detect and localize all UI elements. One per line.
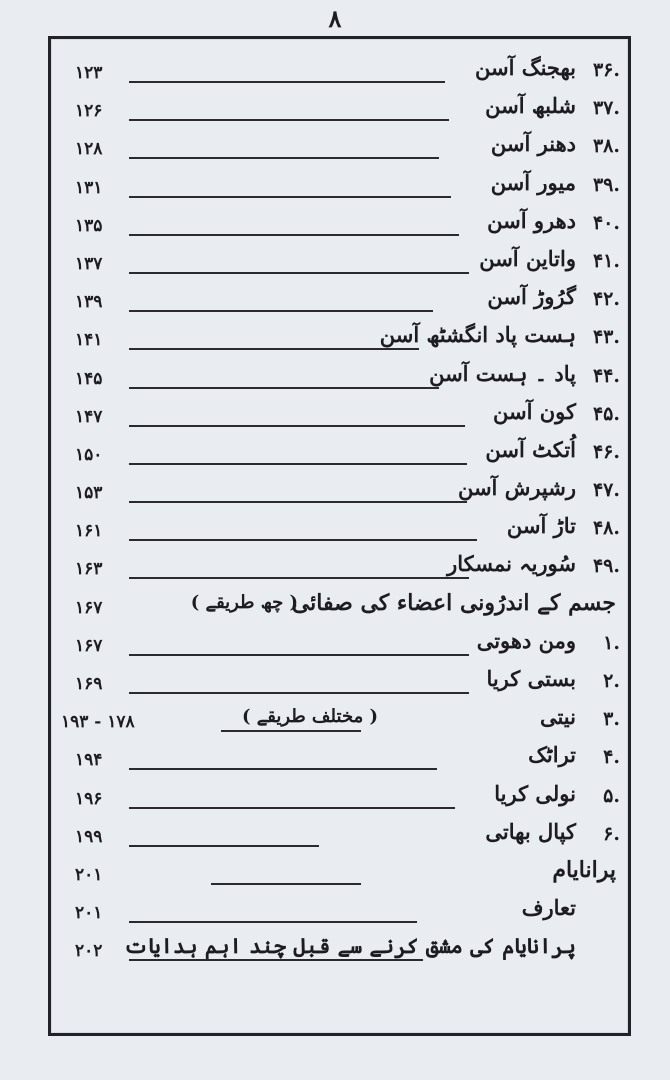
entry-title: رشپرش آسن [457, 475, 576, 501]
entry-number: .۴۳ [592, 326, 620, 349]
section-heading: پرانایام [552, 856, 616, 883]
entry-number: .۲ [603, 670, 620, 692]
toc-row[interactable] [51, 91, 628, 129]
leader-line [211, 883, 361, 885]
page-ref: ۱۲۶ [75, 101, 103, 122]
leader-line [129, 463, 467, 465]
page-ref: ۲۰۲ [75, 941, 103, 962]
leader-line [129, 845, 319, 847]
entry-title: بستی کریا [486, 666, 576, 691]
page-ref: ۱۳۵ [75, 215, 103, 236]
leader-line [129, 348, 419, 350]
entry-number: .۴۹ [592, 555, 620, 578]
entry-title: میور آسن [490, 169, 576, 195]
leader-line [129, 81, 445, 83]
leader-line [129, 539, 477, 541]
leader-line [129, 577, 469, 579]
leader-line [221, 730, 361, 732]
page-ref: ۱۹۴ [75, 750, 103, 771]
page-ref: ۱۴۱ [75, 330, 103, 351]
leader-line [129, 959, 423, 961]
entry-title: پاد ۔ ہست آسن [429, 360, 576, 386]
entry-note: ( مختلف طریقے ) [241, 706, 378, 728]
entry-title: گرُوڑ آسن [487, 284, 576, 310]
page-ref: ۱۹۹ [75, 826, 103, 847]
entry-number: .۳ [603, 708, 620, 731]
toc-row[interactable] [51, 359, 628, 397]
page-ref: ۱۴۷ [75, 406, 103, 427]
entry-title: سُوریہ نمسکار [447, 551, 576, 577]
page-ref: ۱۳۹ [75, 292, 103, 313]
toc-row[interactable] [51, 244, 628, 282]
entry-number: .۵ [603, 784, 620, 807]
toc-row[interactable] [51, 206, 628, 244]
entry-title: تعارف [521, 895, 576, 921]
toc-row[interactable] [51, 473, 628, 511]
page-number: ۸ [328, 4, 342, 33]
entry-title: کپال بھاتی [485, 818, 576, 844]
toc-row[interactable] [51, 817, 628, 855]
toc-row[interactable] [51, 626, 628, 664]
page-ref: ۱۹۳ - ۱۷۸ [61, 712, 135, 733]
leader-line [129, 692, 469, 694]
section-heading: جسم کے اندرُونی اعضاء کی صفائی [291, 589, 616, 616]
entry-title: شلبھ آسن [485, 93, 576, 119]
page-ref: ۱۵۰ [75, 444, 103, 465]
page-ref: ۱۲۸ [75, 139, 103, 160]
toc-row[interactable] [51, 129, 628, 167]
entry-number: .۳۷ [592, 97, 620, 120]
leader-line [129, 234, 459, 236]
entry-title: دھنر آسن [490, 131, 576, 157]
page-ref: ۱۴۵ [75, 368, 103, 389]
leader-line [129, 425, 465, 427]
toc-row[interactable] [51, 740, 628, 778]
entry-title: واتاین آسن [479, 245, 576, 271]
page-ref: ۲۰۱ [75, 903, 103, 924]
entry-number: .۴۰ [592, 211, 620, 234]
leader-line [129, 921, 417, 923]
leader-line [129, 387, 439, 389]
entry-number: .۴۱ [592, 249, 620, 272]
toc-row[interactable] [51, 435, 628, 473]
entry-number: .۴۲ [592, 288, 620, 311]
entry-title: تاڑ آسن [506, 513, 576, 539]
entry-number: .۳۸ [592, 135, 620, 158]
entry-number: .۴۸ [592, 517, 620, 540]
page-ref: ۱۶۷ [75, 597, 103, 618]
toc-row[interactable] [51, 779, 628, 817]
entry-title: اُتکٹ آسن [485, 436, 576, 462]
toc-row[interactable] [51, 53, 628, 91]
page-ref: ۱۹۶ [75, 788, 103, 809]
entry-number: .۳۹ [592, 173, 620, 196]
page-ref: ۱۶۷ [75, 635, 103, 656]
entry-title: ومن دھوتی [476, 627, 576, 653]
leader-line [129, 157, 439, 159]
page-ref: ۲۰۱ [75, 864, 103, 885]
section-heading-row[interactable] [51, 855, 628, 893]
entry-title: دھرو آسن [487, 207, 576, 233]
toc-row[interactable] [51, 511, 628, 549]
entry-title: بھجنگ آسن [475, 55, 576, 80]
section-heading-note: ( چھ طریقے ) [190, 591, 298, 613]
toc-row[interactable] [51, 664, 628, 702]
entry-number: .۱ [603, 631, 620, 654]
entry-number: .۴۵ [592, 402, 620, 425]
entry-title: پرانایام کی مشق کرنے سے قبل چند اہم ہدایات [123, 933, 576, 959]
entry-number: .۴۷ [592, 479, 620, 502]
leader-line [129, 272, 469, 274]
leader-line [129, 807, 455, 809]
entry-number: .۳۶ [592, 59, 620, 81]
contents-frame [48, 36, 631, 1036]
toc-row[interactable] [51, 397, 628, 435]
toc-row[interactable] [51, 320, 628, 358]
page-ref: ۱۲۳ [75, 63, 103, 83]
toc-row[interactable] [51, 931, 628, 969]
entry-title: نولی کریا [494, 780, 576, 806]
entry-title: تراٹک [528, 742, 576, 768]
entry-title: نیتی [539, 704, 576, 730]
toc-row[interactable] [51, 702, 628, 740]
leader-line [129, 654, 469, 656]
page-ref: ۱۳۷ [75, 253, 103, 274]
leader-line [129, 196, 451, 198]
entry-number: .۴۴ [592, 364, 620, 387]
leader-line [129, 501, 467, 503]
toc-row[interactable] [51, 549, 628, 587]
page-ref: ۱۶۳ [75, 559, 103, 580]
entry-number: .۴ [603, 746, 620, 769]
toc-row[interactable] [51, 282, 628, 320]
entry-title: کون آسن [493, 398, 576, 424]
toc-row[interactable] [51, 893, 628, 931]
page-ref: ۱۳۱ [75, 177, 103, 198]
entry-title: ہست پاد انگشٹھ آسن [379, 322, 576, 348]
page-ref: ۱۶۹ [75, 674, 103, 694]
leader-line [129, 119, 449, 121]
leader-line [129, 310, 433, 312]
section-heading-row[interactable] [51, 588, 628, 626]
leader-line [129, 768, 437, 770]
entry-number: .۶ [603, 822, 620, 845]
toc-row[interactable] [51, 168, 628, 206]
entry-number: .۴۶ [592, 440, 620, 463]
page-ref: ۱۵۳ [75, 483, 103, 504]
table-of-contents [51, 53, 628, 970]
page-ref: ۱۶۱ [75, 521, 103, 542]
